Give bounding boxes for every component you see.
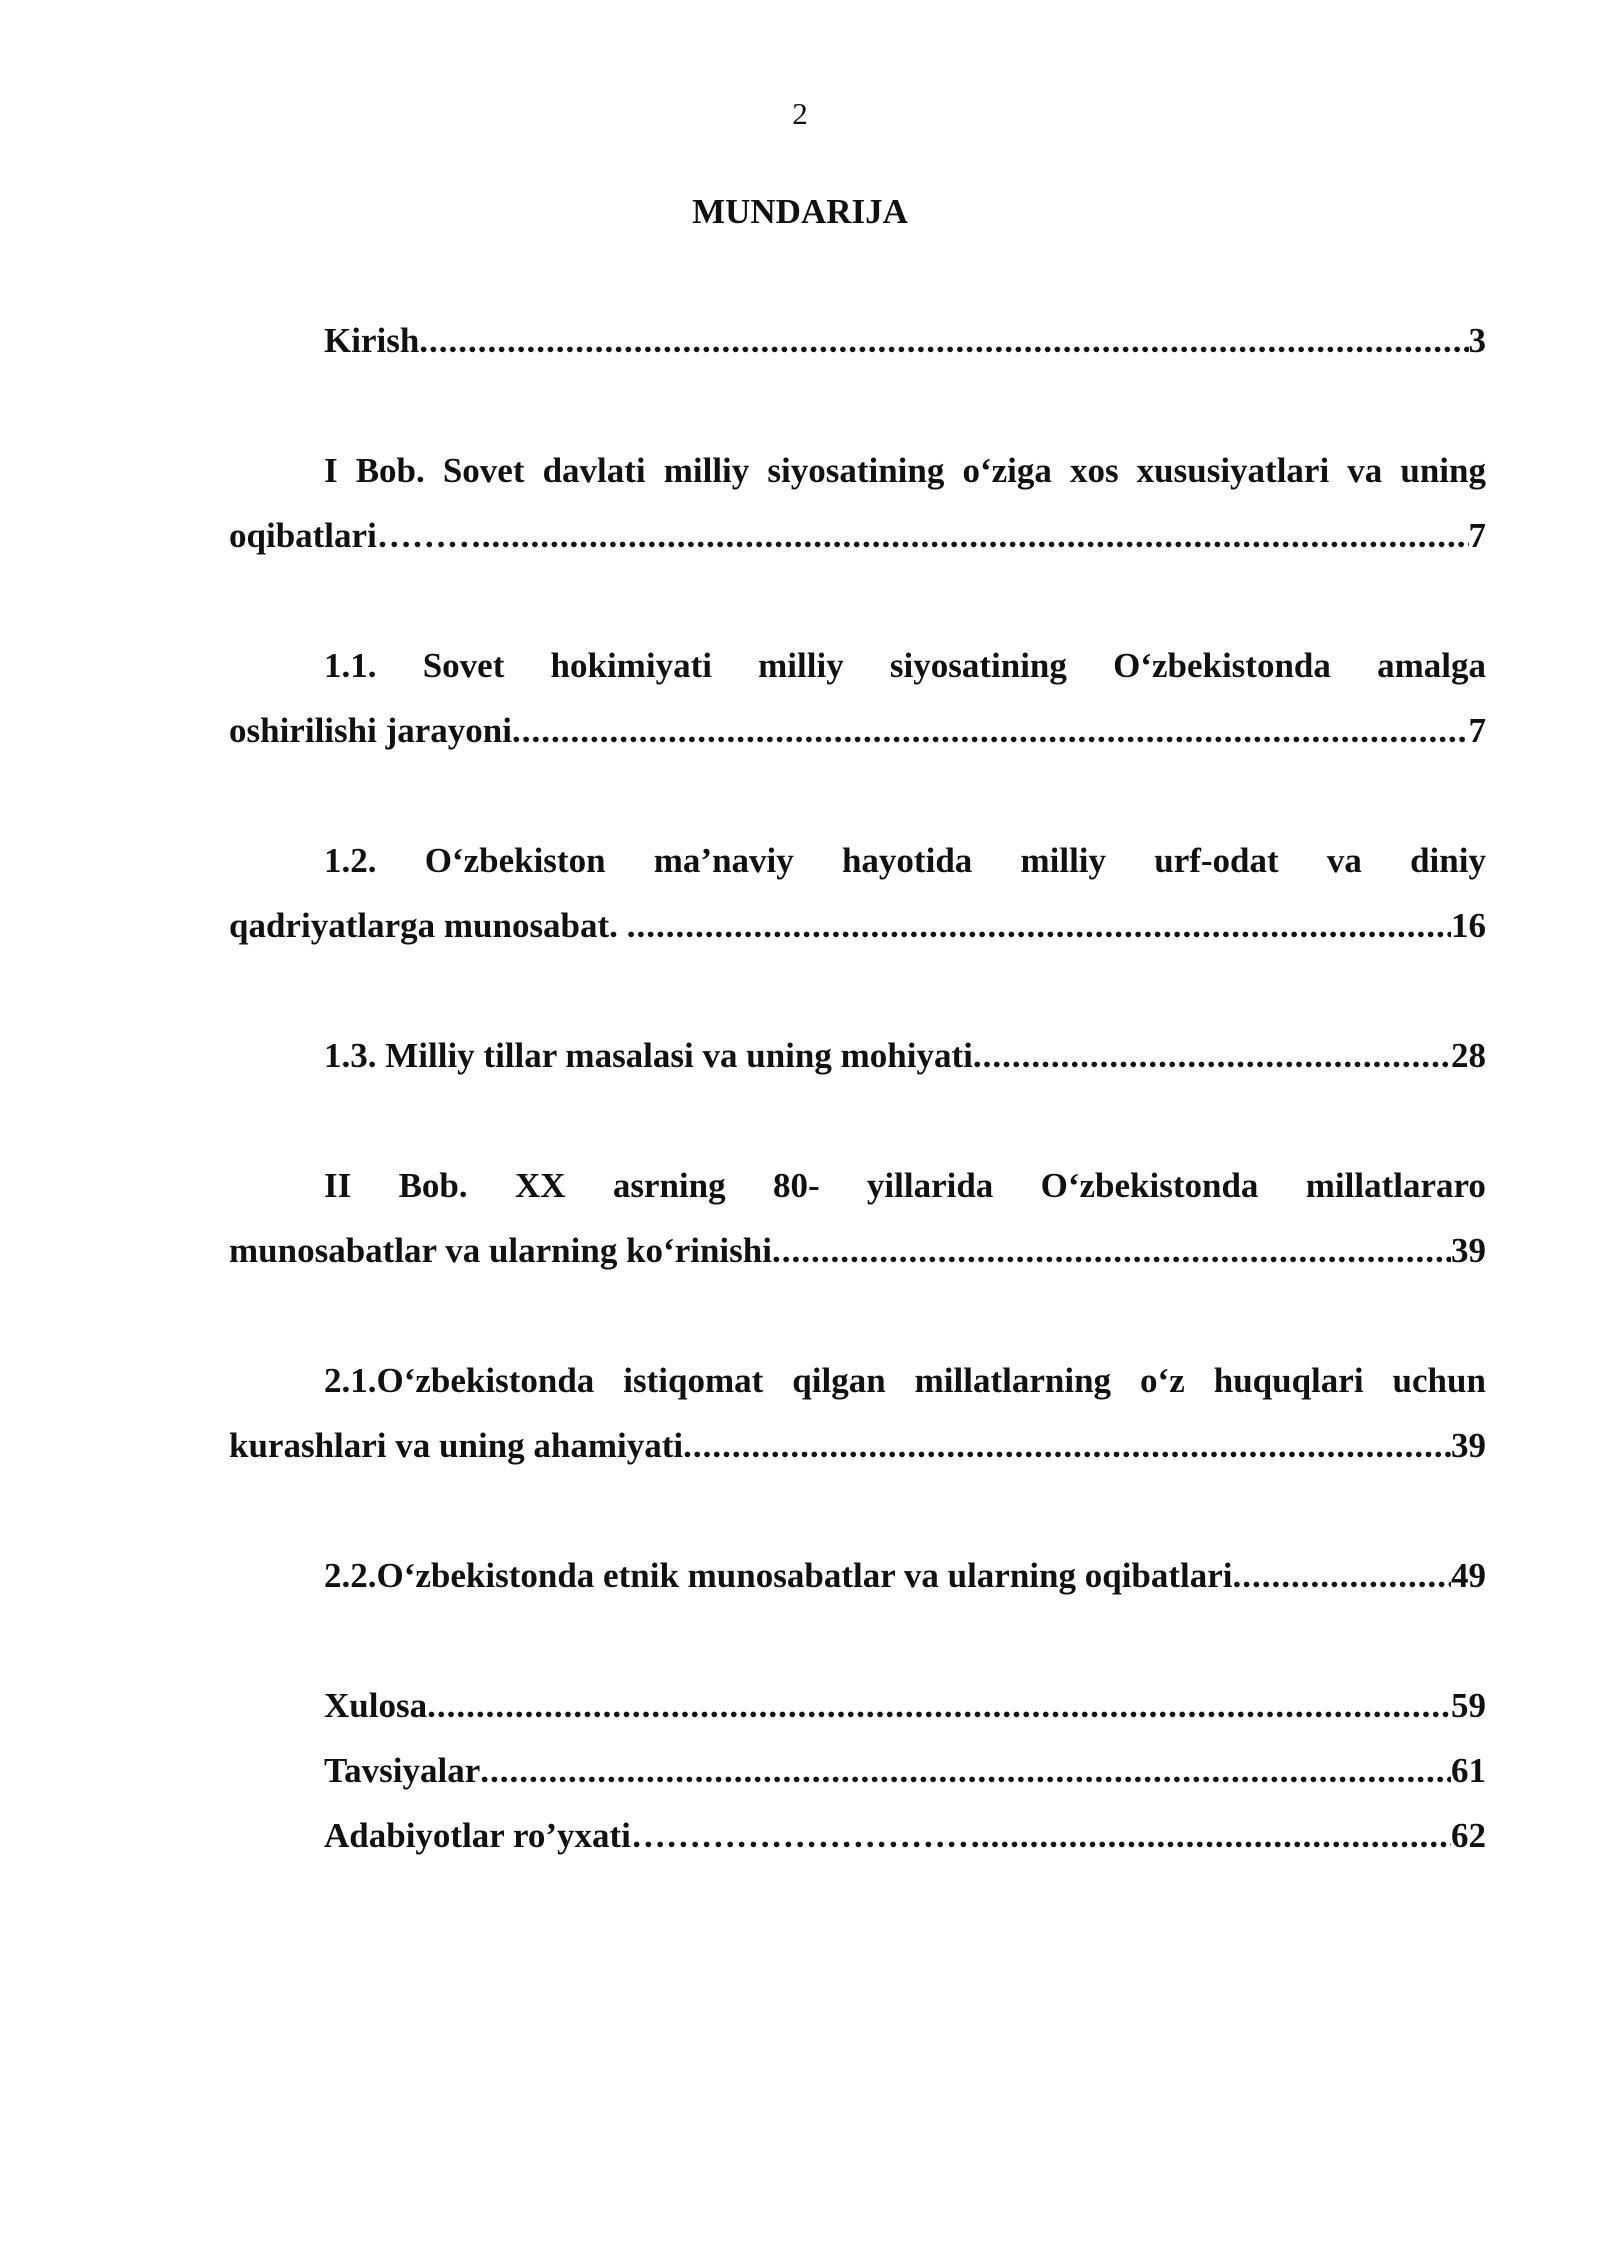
dot-leader <box>973 1023 1451 1088</box>
toc-word: Sovet <box>422 646 505 685</box>
toc-word: yillarida <box>866 1166 994 1205</box>
toc-entry-title: Adabiyotlar ro’yxati <box>324 1816 631 1855</box>
toc-entry-title: 1.3. Milliy tillar masalasi va uning mohiyati <box>324 1036 973 1075</box>
toc-entry-adabiyotlar[interactable] <box>229 1803 1486 1868</box>
page-number: 2 <box>792 96 808 131</box>
dot-leader <box>1233 1543 1451 1608</box>
toc-word: I <box>324 451 338 490</box>
dot-leader <box>480 1738 1451 1803</box>
toc-line <box>229 1673 1486 1738</box>
toc-entry-last-line <box>229 503 1486 568</box>
toc-word: urf-odat <box>1154 841 1279 880</box>
toc-word: ma’naviy <box>653 841 794 880</box>
toc-word: uchun <box>1392 1361 1486 1400</box>
toc-word: xos <box>1069 451 1119 490</box>
toc-word: amalga <box>1377 646 1486 685</box>
toc-entry-first-line <box>229 1348 1486 1413</box>
toc-word: Bob. <box>355 451 425 490</box>
toc-line <box>229 1738 1486 1803</box>
toc-word: va <box>1326 841 1362 880</box>
toc-entry-section-2-2[interactable] <box>229 1543 1486 1608</box>
dot-leader <box>627 893 1451 958</box>
toc-word: huquqlari <box>1213 1361 1364 1400</box>
toc-entry-xulosa[interactable] <box>229 1673 1486 1738</box>
toc-line <box>229 1023 1486 1088</box>
toc-entry-last-line <box>229 698 1486 763</box>
toc-word: xususiyatlari <box>1136 451 1330 490</box>
toc-word: 1.1. <box>324 646 377 685</box>
toc-word: O‘zbekiston <box>424 841 606 880</box>
toc-entry-title: Tavsiyalar <box>324 1751 481 1790</box>
toc-word: siyosatining <box>767 451 945 490</box>
toc-word: milliy <box>758 646 844 685</box>
toc-word: 80- <box>772 1166 820 1205</box>
toc-page-number: 59 <box>1451 1686 1486 1725</box>
toc-line <box>229 1543 1486 1608</box>
toc-entry-section-2-1[interactable] <box>229 1348 1486 1478</box>
toc-entry-title: oshirilishi jarayoni <box>229 711 512 750</box>
toc-entry-title: Xulosa <box>324 1686 428 1725</box>
toc-page-number: 61 <box>1451 1751 1486 1790</box>
toc-word: milliy <box>1020 841 1107 880</box>
dot-leader <box>482 503 1469 568</box>
toc-entry-title: 2.2.O‘zbekistonda etnik munosabatlar va ularning oqibatlari <box>324 1556 1233 1595</box>
toc-page-number: 39 <box>1451 1231 1486 1270</box>
toc-word: 2.1.O‘zbekistonda <box>324 1361 595 1400</box>
dot-leader <box>419 308 1468 373</box>
toc-entry-title: qadriyatlarga munosabat. <box>229 906 627 945</box>
toc-word: XX <box>514 1166 566 1205</box>
toc-word: va <box>1347 451 1383 490</box>
toc-entry-last-line <box>229 893 1486 958</box>
toc-word: davlati <box>542 451 646 490</box>
toc-word: o‘ziga <box>962 451 1052 490</box>
toc-line <box>229 308 1486 373</box>
toc-word: diniy <box>1410 841 1486 880</box>
toc-entry-section-1-2[interactable] <box>229 828 1486 958</box>
toc-word: o‘z <box>1140 1361 1185 1400</box>
toc-word: O‘zbekistonda <box>1040 1166 1259 1205</box>
toc-word: millatlarning <box>914 1361 1112 1400</box>
dot-leader <box>981 1803 1451 1868</box>
toc-entry-title: oqibatlari <box>229 516 377 555</box>
toc-word: asrning <box>612 1166 726 1205</box>
dot-leader <box>512 698 1469 763</box>
toc-word: Bob. <box>398 1166 468 1205</box>
toc-page-number: 49 <box>1451 1556 1486 1595</box>
toc-word: istiqomat <box>623 1361 764 1400</box>
toc-entry-first-line <box>229 828 1486 893</box>
toc-page-number: 3 <box>1468 321 1486 360</box>
toc-word: 1.2. <box>324 841 377 880</box>
toc-entry-last-line <box>229 1413 1486 1478</box>
toc-page-number: 7 <box>1468 711 1486 750</box>
toc-entry-first-line <box>229 1153 1486 1218</box>
toc-entry-first-line <box>229 438 1486 503</box>
toc-word: O‘zbekistonda <box>1113 646 1331 685</box>
dot-leader <box>772 1218 1451 1283</box>
toc-page-number: 39 <box>1451 1426 1486 1465</box>
toc-word: millatlararo <box>1305 1166 1486 1205</box>
toc-word: II <box>324 1166 352 1205</box>
toc-entry-title: munosabatlar va ularning ko‘rinishi <box>229 1231 772 1270</box>
toc-entry-last-line <box>229 1218 1486 1283</box>
toc-word: uning <box>1400 451 1486 490</box>
toc-entry-chapter-2[interactable] <box>229 1153 1486 1283</box>
toc-page-number: 16 <box>1451 906 1486 945</box>
toc-line <box>229 1803 1486 1868</box>
toc-word: siyosatining <box>889 646 1067 685</box>
toc-word: hayotida <box>841 841 973 880</box>
toc-word: milliy <box>663 451 750 490</box>
toc-page-number: 62 <box>1451 1816 1486 1855</box>
toc-page-number: 7 <box>1468 516 1486 555</box>
toc-word: Sovet <box>442 451 525 490</box>
toc-entry-chapter-1[interactable] <box>229 438 1486 568</box>
ellipsis-leader: ………………………… <box>630 1816 981 1855</box>
ellipsis-leader: ……… <box>376 516 482 555</box>
toc-entry-kirish[interactable] <box>229 308 1486 373</box>
toc-title: MUNDARIJA <box>692 192 908 231</box>
dot-leader <box>427 1673 1451 1738</box>
toc-entry-title: kurashlari va uning ahamiyati <box>229 1426 684 1465</box>
toc-entry-title: Kirish <box>324 321 420 360</box>
toc-entry-first-line <box>229 633 1486 698</box>
toc-word: hokimiyati <box>550 646 712 685</box>
dot-leader <box>683 1413 1451 1478</box>
toc-entry-section-1-1[interactable] <box>229 633 1486 763</box>
toc-word: qilgan <box>792 1361 886 1400</box>
toc-entry-tavsiyalar[interactable] <box>229 1738 1486 1803</box>
toc-page-number: 28 <box>1451 1036 1486 1075</box>
toc-entry-section-1-3[interactable] <box>229 1023 1486 1088</box>
